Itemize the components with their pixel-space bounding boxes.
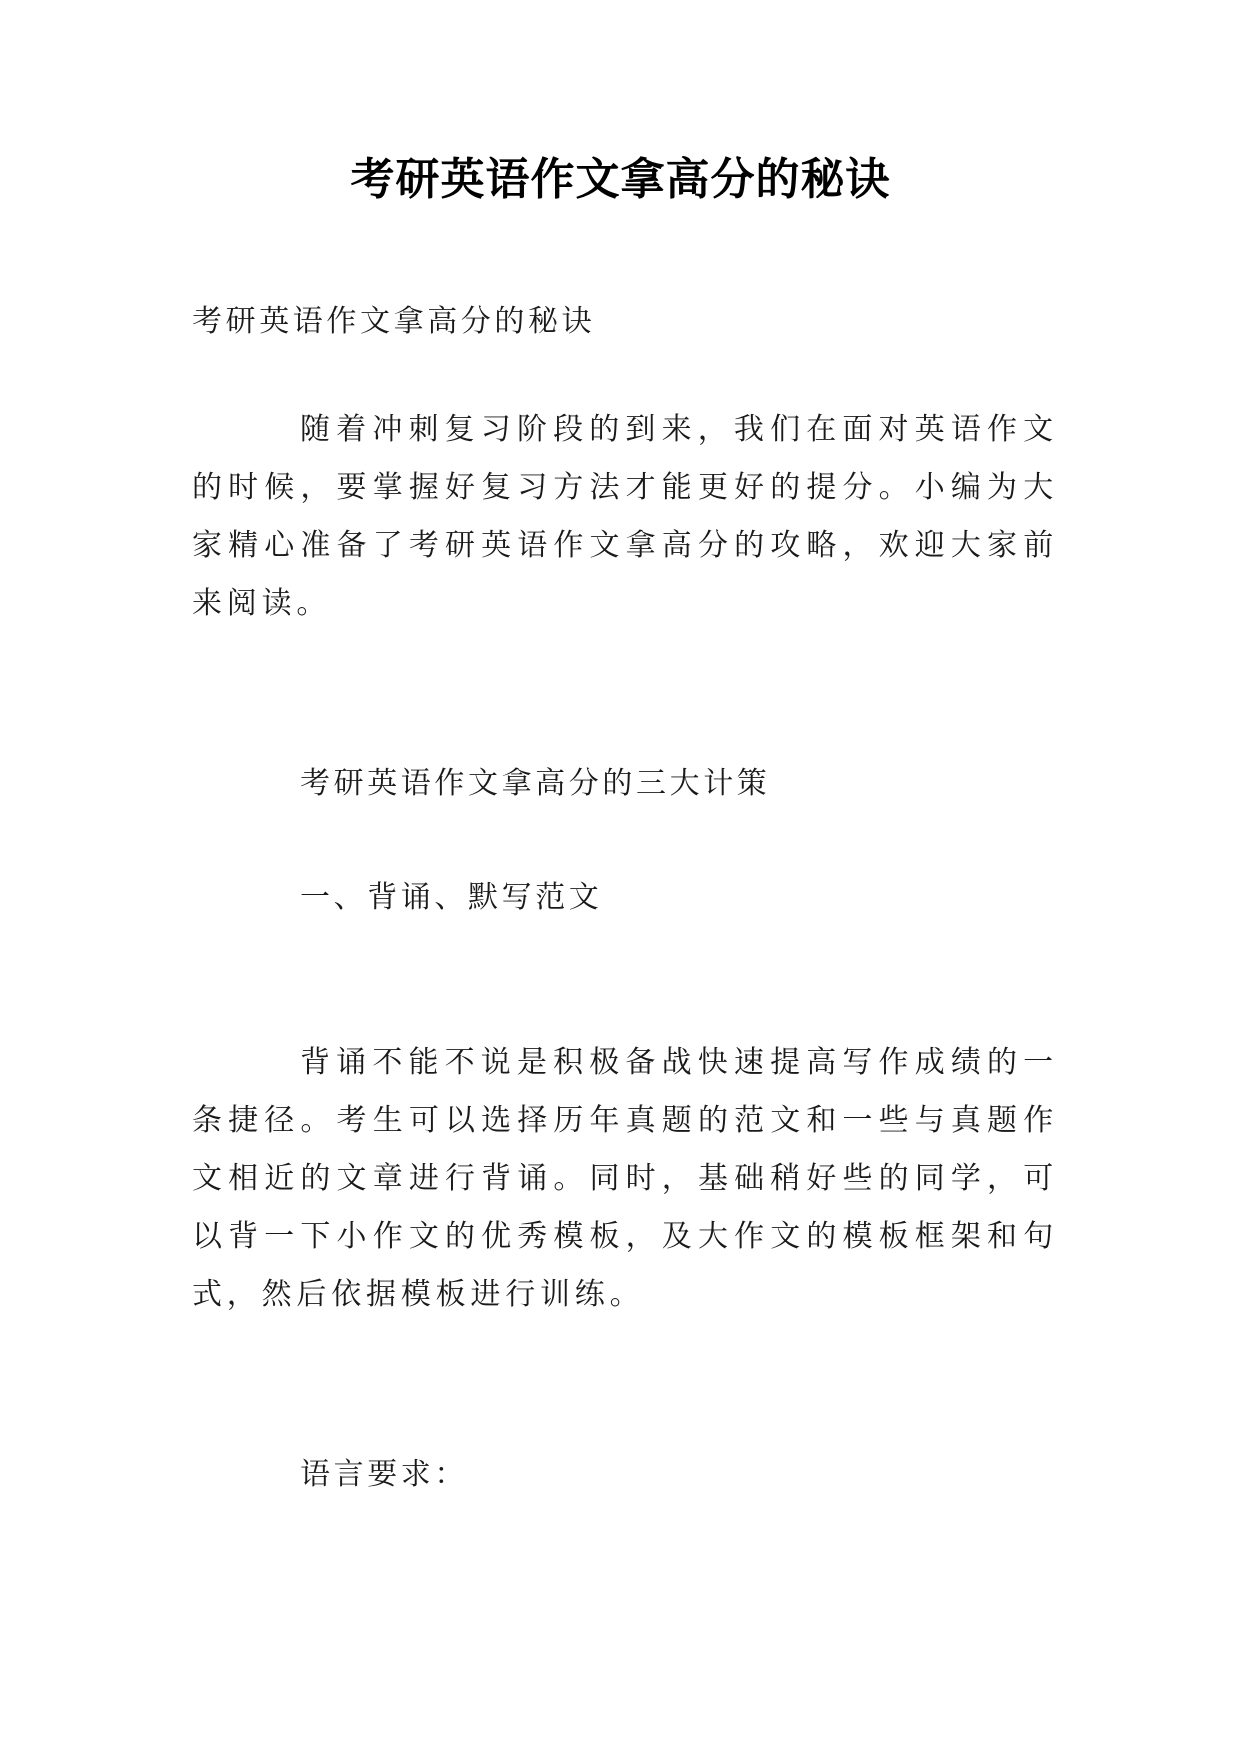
- section-heading: 考研英语作文拿高分的三大计策: [300, 766, 771, 801]
- intro-paragraph: 随着冲刺复习阶段的到来，我们在面对英语作文的时候，要掌握好复习方法才能更好的提分。小编为大家精心准备了考研英语作文拿高分的攻略，欢迎大家前来阅读。: [192, 412, 1058, 621]
- language-requirements-heading: 语言要求：: [300, 1457, 468, 1492]
- point-one-heading: 一、背诵、默写范文: [300, 880, 603, 915]
- document-subtitle: 考研英语作文拿高分的秘诀: [192, 304, 596, 339]
- point-one-body: 背诵不能不说是积极备战快速提高写作成绩的一条捷径。考生可以选择历年真题的范文和一些与真题作文相近的文章进行背诵。同时，基础稍好些的同学，可以背一下小作文的优秀模板，及大作文的模板框架和句式，然后依据模板进行训练。: [192, 1045, 1058, 1312]
- document-title: 考研英语作文拿高分的秘诀: [350, 154, 891, 205]
